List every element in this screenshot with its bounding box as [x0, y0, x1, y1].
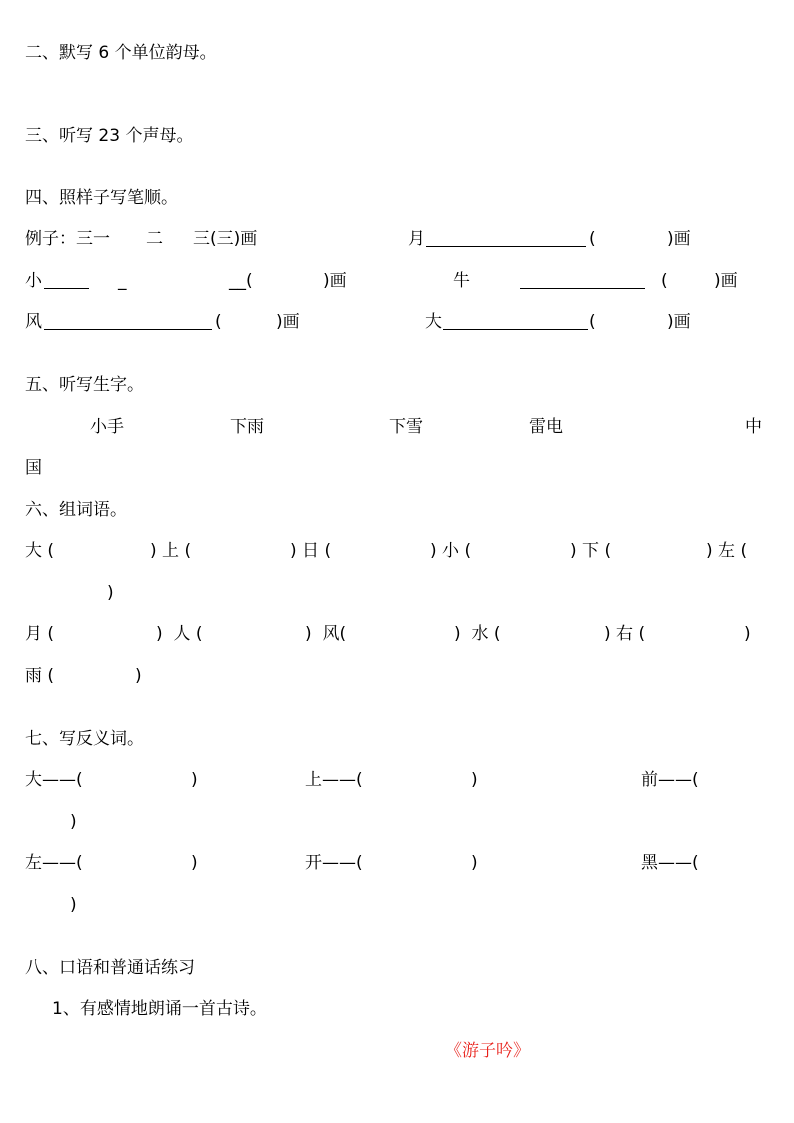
paren-open-xiao: __( [229, 271, 253, 291]
paren-open-da: ( [589, 312, 596, 332]
antonym-item: ) [70, 895, 77, 915]
dictation-word: 下雪 [389, 417, 423, 437]
stroke-count-da: )画 [667, 312, 691, 332]
example-step-3: 三(三)画 [193, 229, 258, 249]
dictation-word: 下雨 [230, 417, 264, 437]
stroke-count-yue: )画 [667, 229, 691, 249]
stroke-char-xiao: 小 [25, 271, 42, 291]
answer-blank-da[interactable] [443, 315, 588, 330]
stroke-char-da: 大 [425, 312, 442, 332]
antonym-item: ) [191, 853, 198, 873]
word-group-item: ) 风( [305, 624, 347, 644]
word-group-item: ) 左 ( [706, 541, 748, 561]
antonym-item: ) [191, 770, 198, 790]
answer-blank-feng[interactable] [44, 315, 212, 330]
antonym-item: ) [471, 770, 478, 790]
blank-dash-xiao: _ [118, 271, 127, 291]
word-group-item: ) 小 ( [430, 541, 472, 561]
antonym-item: 黑——( [641, 853, 699, 873]
word-group-item: ) 右 ( [604, 624, 646, 644]
paren-open-feng: ( [215, 312, 222, 332]
answer-blank-xiao[interactable] [44, 274, 89, 289]
section-5-title: 五、听写生字。 [25, 375, 144, 395]
antonym-item: ) [70, 812, 77, 832]
word-group-item: ) 人 ( [156, 624, 203, 644]
dictation-word: 雷电 [529, 417, 563, 437]
section-8-title: 八、口语和普通话练习 [25, 958, 195, 978]
paren-open-yue: ( [589, 229, 596, 249]
stroke-char-feng: 风 [25, 312, 42, 332]
example-step-2: 二 [146, 229, 163, 249]
word-group-item: 大 ( [25, 541, 55, 561]
example-label: 例子：三一 [25, 229, 110, 249]
word-group-item: ) 上 ( [150, 541, 192, 561]
stroke-char-niu: 牛 [453, 271, 470, 291]
stroke-count-xiao: )画 [323, 271, 347, 291]
word-group-item: ) [135, 666, 142, 686]
answer-blank-yue[interactable] [426, 232, 586, 247]
paren-open-niu: ( [661, 271, 668, 291]
stroke-char-yue: 月 [408, 229, 425, 249]
word-group-item: ) 水 ( [454, 624, 501, 644]
poem-title: 《游子吟》 [445, 1041, 530, 1061]
stroke-count-niu: )画 [714, 271, 738, 291]
stroke-count-feng: )画 [276, 312, 300, 332]
word-group-item: 月 ( [25, 624, 55, 644]
task-item-1: 1、有感情地朗诵一首古诗。 [52, 999, 267, 1019]
dictation-word: 小手 [90, 417, 124, 437]
antonym-item: 左——( [25, 853, 83, 873]
section-4-title: 四、照样子写笔顺。 [25, 188, 178, 208]
word-group-item: ) [744, 624, 751, 644]
section-6-title: 六、组词语。 [25, 500, 127, 520]
section-2-title: 二、默写 6 个单位韵母。 [25, 43, 217, 63]
word-group-item: ) [107, 583, 114, 603]
antonym-item: 前——( [641, 770, 699, 790]
antonym-item: 开——( [305, 853, 363, 873]
answer-blank-niu[interactable] [520, 274, 645, 289]
word-group-item: ) 下 ( [570, 541, 612, 561]
dictation-word: 国 [25, 458, 42, 478]
antonym-item: 大——( [25, 770, 83, 790]
section-3-title: 三、听写 23 个声母。 [25, 126, 194, 146]
antonym-item: ) [471, 853, 478, 873]
word-group-item: ) 日 ( [290, 541, 332, 561]
antonym-item: 上——( [305, 770, 363, 790]
dictation-word: 中 [745, 417, 762, 437]
section-7-title: 七、写反义词。 [25, 729, 144, 749]
word-group-item: 雨 ( [25, 666, 55, 686]
